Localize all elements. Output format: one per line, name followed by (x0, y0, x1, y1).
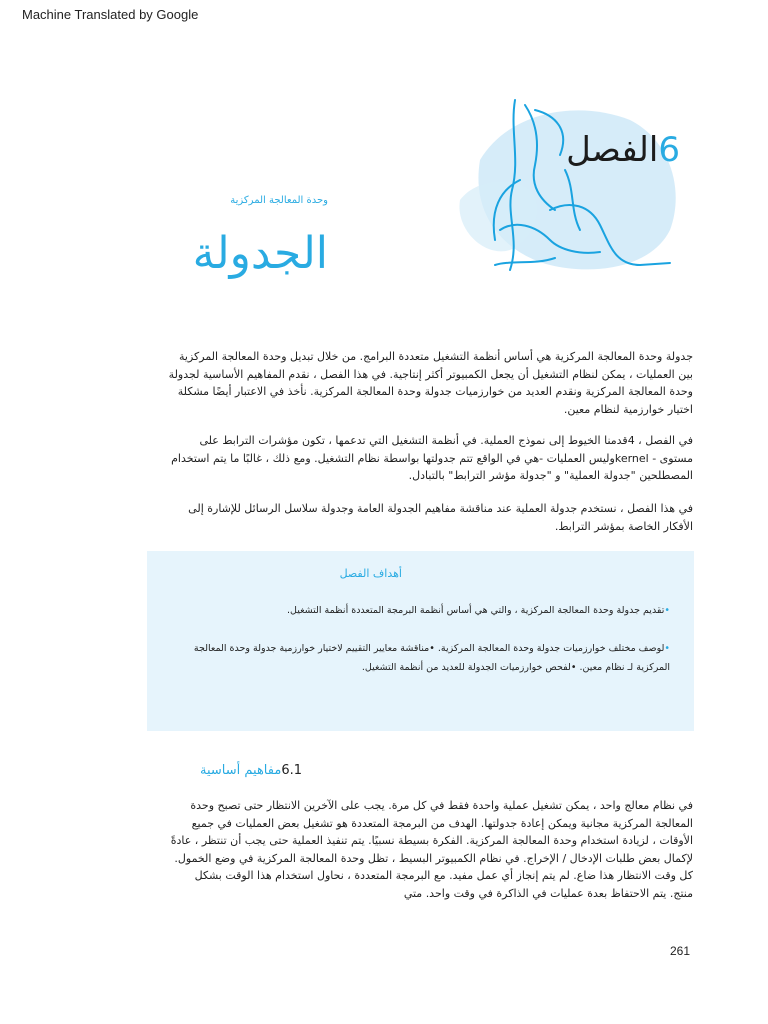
chapter-heading (566, 130, 680, 170)
chapter-number: 6 (658, 130, 680, 170)
chapter-subtitle: وحدة المعالجة المركزية (230, 195, 328, 206)
machine-translation-banner: Machine Translated by Google (22, 7, 199, 22)
chapter-title: الجدولة (192, 228, 328, 279)
intro-paragraph-2: في الفصل ، 4قدمنا الخيوط إلى نموذج العملية. في أنظمة التشغيل التي تدعمها ، تكون مؤشرات الترابط على مستوى - kernelوليس العمليات -هي في الواقع تتم جدولتها بواسطة نظام التشغيل. ومع ذلك ، غالبًا ما يتم استخدام المصطلحين "جدولة العملية" و "جدولة مؤشر الترابط" بالتبادل. (171, 434, 693, 482)
section-paragraph: في نظام معالج واحد ، يمكن تشغيل عملية واحدة فقط في كل مرة. يجب على الآخرين الانتظار حتى تصبح وحدة المعالجة المركزية مجانية ويمكن إعادة جدولتها. الهدف من البرمجة المتعددة هو تشغيل بعض العمليات في جميع الأوقات ، لزيادة استخدام وحدة المعالجة المركزية. الفكرة بسيطة نسبيًا. يتم تنفيذ العملية حتى يجب أن تنتظر ، عادةً لإكمال بعض طلبات الإدخال / الإخراج. في نظام الكمبيوتر البسيط ، تظل وحدة المعالجة المركزية في وضع الخمول. كل وقت الانتظار هذا ضاع. لم يتم إنجاز أي عمل مفيد. مع البرمجة المتعددة ، نحاول استخدام هذا الوقت بشكل منتج. يتم الاحتفاظ بعدة عمليات في الذاكرة في وقت واحد. متي (170, 799, 693, 900)
objective-item-text: لوصف مختلف خوارزميات جدولة وحدة المعالجة المركزية. •مناقشة معايير التقييم لاختيار خوارزمية جدولة وحدة المعالجة المركزية لـ نظام معين. •لفحص خوارزميات الجدولة للعديد من أنظمة التشغيل. (193, 643, 670, 673)
bullet-icon: • (664, 643, 670, 654)
intro-paragraph-1: جدولة وحدة المعالجة المركزية هي أساس أنظمة التشغيل متعددة البرامج. من خلال تبديل وحدة المعالجة المركزية بين العمليات ، يمكن لنظام التشغيل أن يجعل الكمبيوتر أكثر إنتاجية. في هذا الفصل ، نقدم المفاهيم الأساسية لجدولة وحدة المعالجة المركزية ونقدم العديد من خوارزميات جدولة وحدة المعالجة المركزية. نأخذ في الاعتبار أيضًا مشكلة اختيار خوارزمية لنظام معين. (168, 350, 693, 416)
objectives-title: أهداف الفصل (339, 567, 402, 580)
section-title: مفاهيم أساسية (199, 763, 282, 778)
section-number: 6.1 (281, 763, 302, 778)
chapter-label: الفصل (566, 130, 659, 170)
objective-item-text: تقديم جدولة وحدة المعالجة المركزية ، والتي هي أساس أنظمة البرمجة المتعددة أنظمة التشغيل. (286, 605, 665, 616)
chapter-objectives-box (147, 551, 694, 731)
page-number: 261 (670, 944, 691, 958)
chapter-illustration (440, 80, 690, 280)
intro-paragraph-3: في هذا الفصل ، نستخدم جدولة العملية عند مناقشة مفاهيم الجدولة العامة وجدولة سلاسل الرسائل للإشارة إلى الأفكار الخاصة بمؤشر الترابط. (188, 502, 693, 533)
section-heading (200, 763, 302, 778)
objective-item (170, 639, 670, 677)
bullet-icon: • (664, 605, 670, 616)
objective-item (170, 601, 670, 620)
